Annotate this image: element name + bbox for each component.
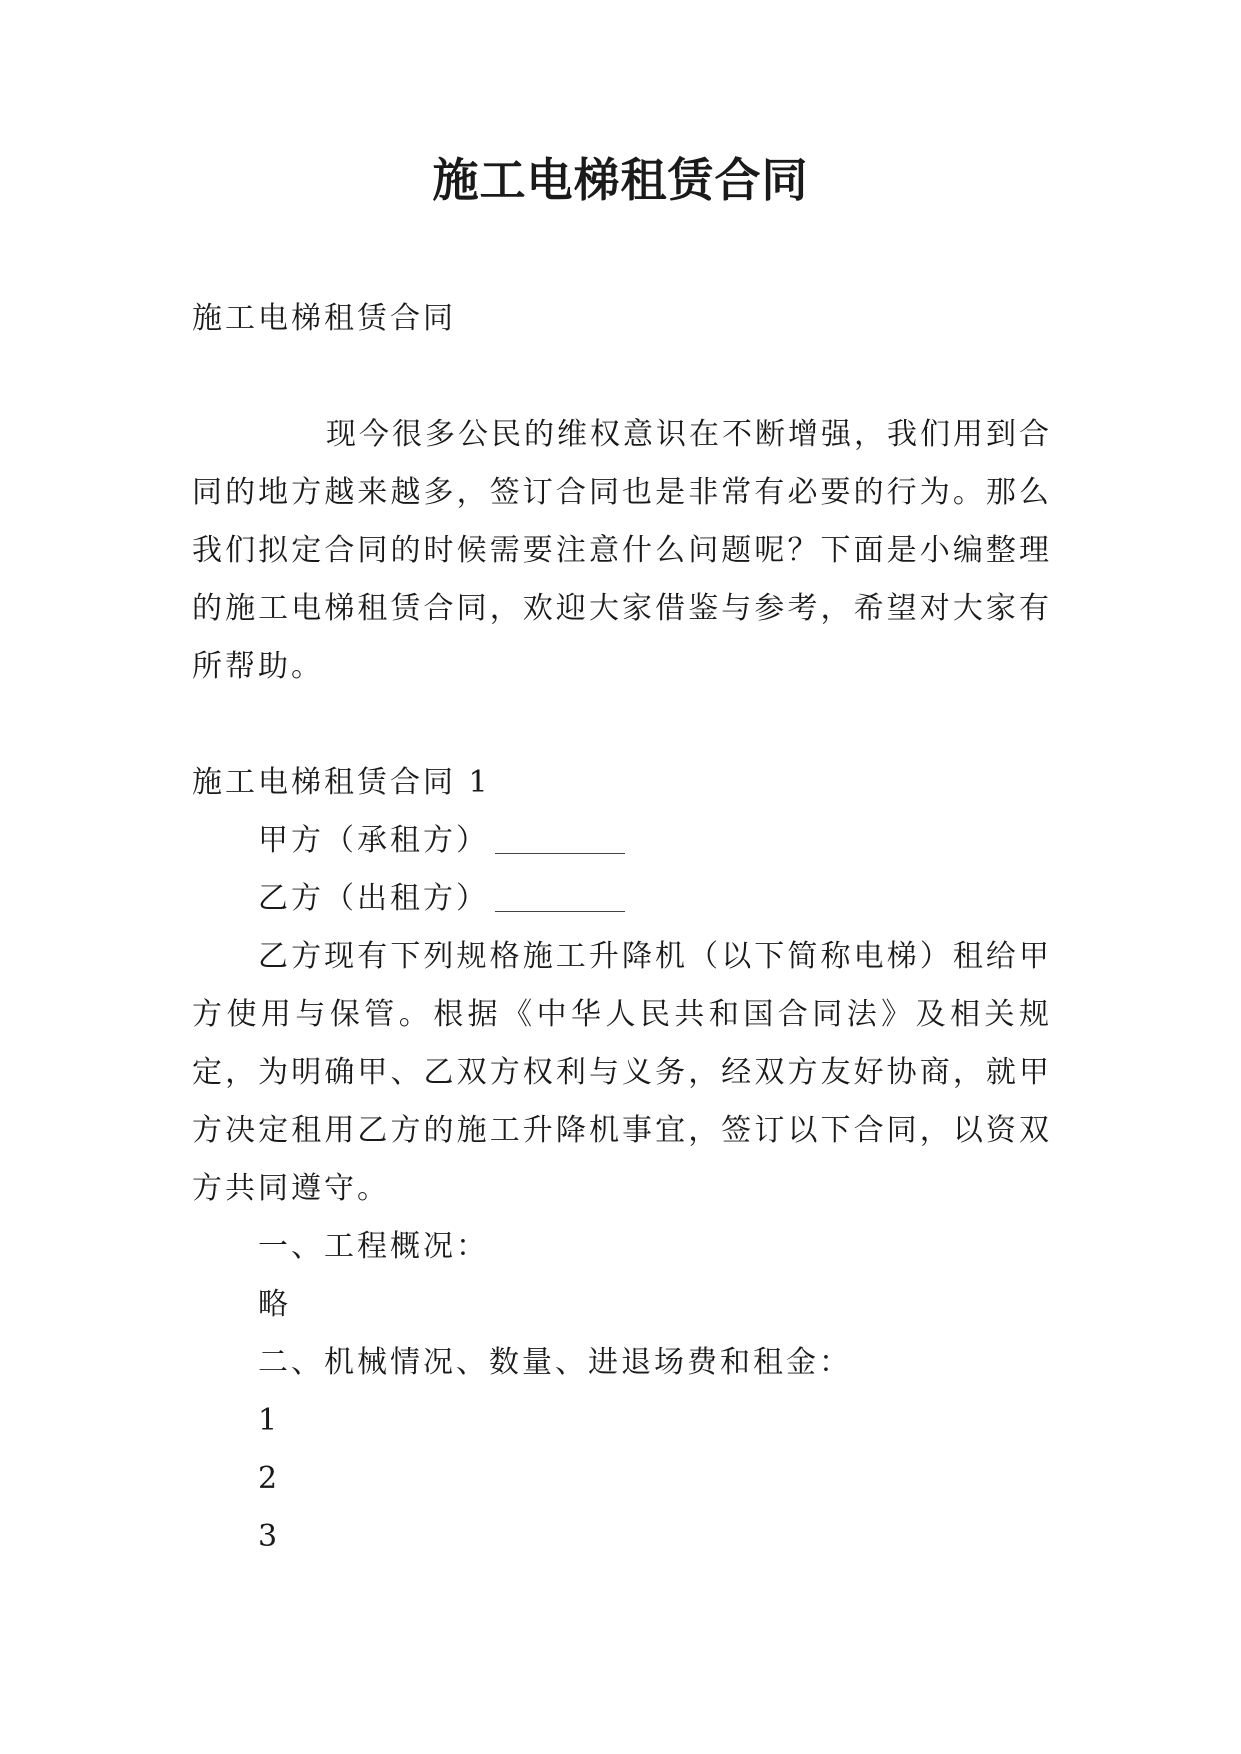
party-b-line bbox=[192, 870, 1052, 928]
preamble-paragraph: 乙方现有下列规格施工升降机（以下简称电梯）租给甲方使用与保管。根据《中华人民共和国合同法》及相关规定，为明确甲、乙双方权利与义务，经双方友好协商，就甲方决定租用乙方的施工升降机事宜，签订以下合同，以资双方共同遵守。 bbox=[192, 939, 1052, 1206]
contract-section bbox=[192, 754, 1052, 1566]
section1-body: 略 bbox=[258, 1287, 291, 1322]
list-item: 3 bbox=[258, 1519, 281, 1554]
section1-heading: 一、工程概况： bbox=[258, 1229, 489, 1264]
intro-paragraph: 现今很多公民的维权意识在不断增强，我们用到合同的地方越来越多，签订合同也是非常有必要的行为。那么我们拟定合同的时候需要注意什么问题呢？下面是小编整理的施工电梯租赁合同，欢迎大家借鉴与参考，希望对大家有所帮助。 bbox=[192, 417, 1052, 684]
contract-heading: 施工电梯租赁合同 1 bbox=[192, 765, 491, 800]
document-title: 施工电梯租赁合同 bbox=[432, 153, 809, 207]
document-subtitle: 施工电梯租赁合同 bbox=[192, 301, 456, 336]
list-item: 2 bbox=[258, 1461, 281, 1496]
list-item: 1 bbox=[258, 1403, 281, 1438]
party-a-line bbox=[192, 812, 1052, 870]
section2-heading: 二、机械情况、数量、进退场费和租金： bbox=[258, 1345, 852, 1380]
party-a-blank bbox=[495, 823, 625, 854]
party-b-blank bbox=[495, 881, 625, 912]
party-b-label: 乙方（出租方） bbox=[258, 881, 489, 916]
party-a-label: 甲方（承租方） bbox=[258, 823, 489, 858]
